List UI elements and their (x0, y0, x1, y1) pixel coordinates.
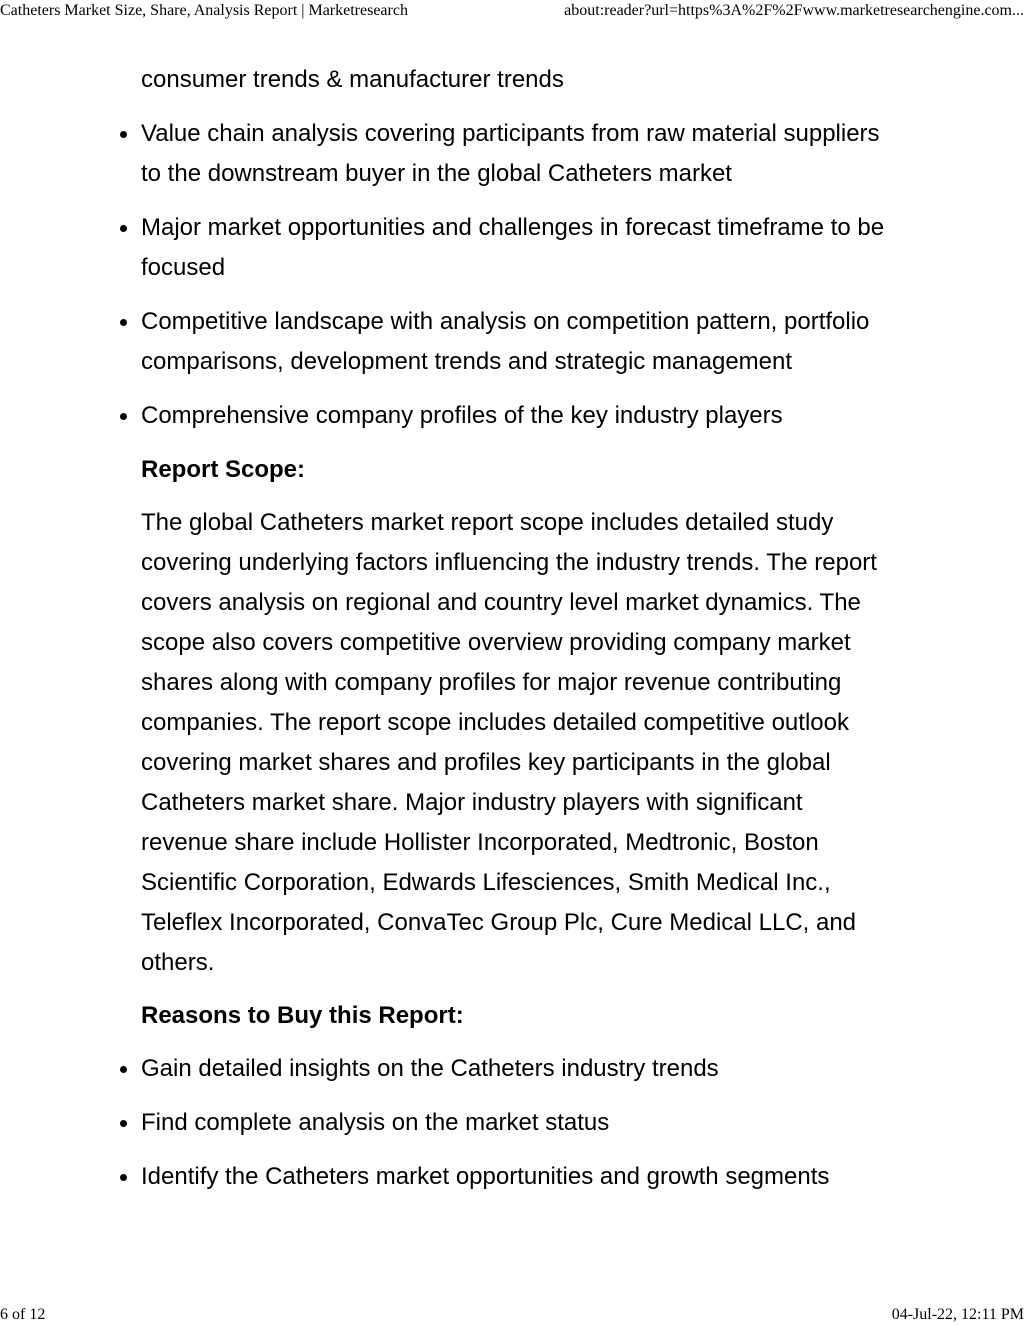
list-item-text: Gain detailed insights on the Catheters industry trends (141, 1055, 719, 1082)
list-item (141, 396, 891, 436)
list-item (141, 208, 891, 288)
print-header-title: Catheters Market Size, Share, Analysis Report | Marketresearch (0, 2, 408, 19)
list-item-text: Value chain analysis covering participants from raw material suppliers to the downstream buyer in the global Catheters market (141, 120, 880, 187)
list-item (141, 1049, 891, 1089)
page-number: 6 of 12 (0, 1306, 46, 1323)
bullet-icon (120, 1174, 127, 1181)
report-scope-heading: Report Scope: (141, 456, 306, 483)
print-header (0, 0, 1024, 24)
reasons-list (141, 1049, 891, 1197)
list-item-text: Identify the Catheters market opportunities and growth segments (141, 1163, 830, 1190)
list-item (141, 1103, 891, 1143)
continuation-text: consumer trends & manufacturer trends (141, 66, 564, 93)
print-datetime: 04-Jul-22, 12:11 PM (891, 1306, 1024, 1323)
article-content (141, 60, 891, 1211)
list-item-text: Find complete analysis on the market status (141, 1109, 610, 1136)
bullet-icon (120, 1066, 127, 1073)
reasons-heading: Reasons to Buy this Report: (141, 1002, 464, 1029)
bullet-icon (120, 131, 127, 138)
list-item-text: Competitive landscape with analysis on competition pattern, portfolio comparisons, development trends and strategic management (141, 308, 870, 375)
bullet-icon (120, 319, 127, 326)
bullet-icon (120, 413, 127, 420)
print-footer (0, 1304, 1024, 1325)
list-item-text: Major market opportunities and challenges in forecast timeframe to be focused (141, 214, 885, 281)
print-header-url: about:reader?url=https%3A%2F%2Fwww.marketresearchengine.com... (564, 2, 1024, 19)
bullet-icon (120, 1120, 127, 1127)
bullet-icon (120, 225, 127, 232)
report-scope-paragraph: The global Catheters market report scope includes detailed study covering underlying factors influencing the industry trends. The report covers analysis on regional and country level market dynamics. The scope also covers competitive overview providing company market shares along with company profiles for major revenue contributing companies. The report scope includes detailed competitive outlook covering market shares and profiles key participants in the global Catheters market share. Major industry players with significant revenue share include Hollister Incorporated, Medtronic, Boston Scientific Corporation, Edwards Lifesciences, Smith Medical Inc., Teleflex Incorporated, ConvaTec Group Plc, Cure Medical LLC, and others. (141, 509, 877, 976)
list-item (141, 114, 891, 194)
list-item-text: Comprehensive company profiles of the key industry players (141, 402, 783, 429)
list-item (141, 1157, 891, 1197)
list-item (141, 302, 891, 382)
features-list (141, 114, 891, 436)
